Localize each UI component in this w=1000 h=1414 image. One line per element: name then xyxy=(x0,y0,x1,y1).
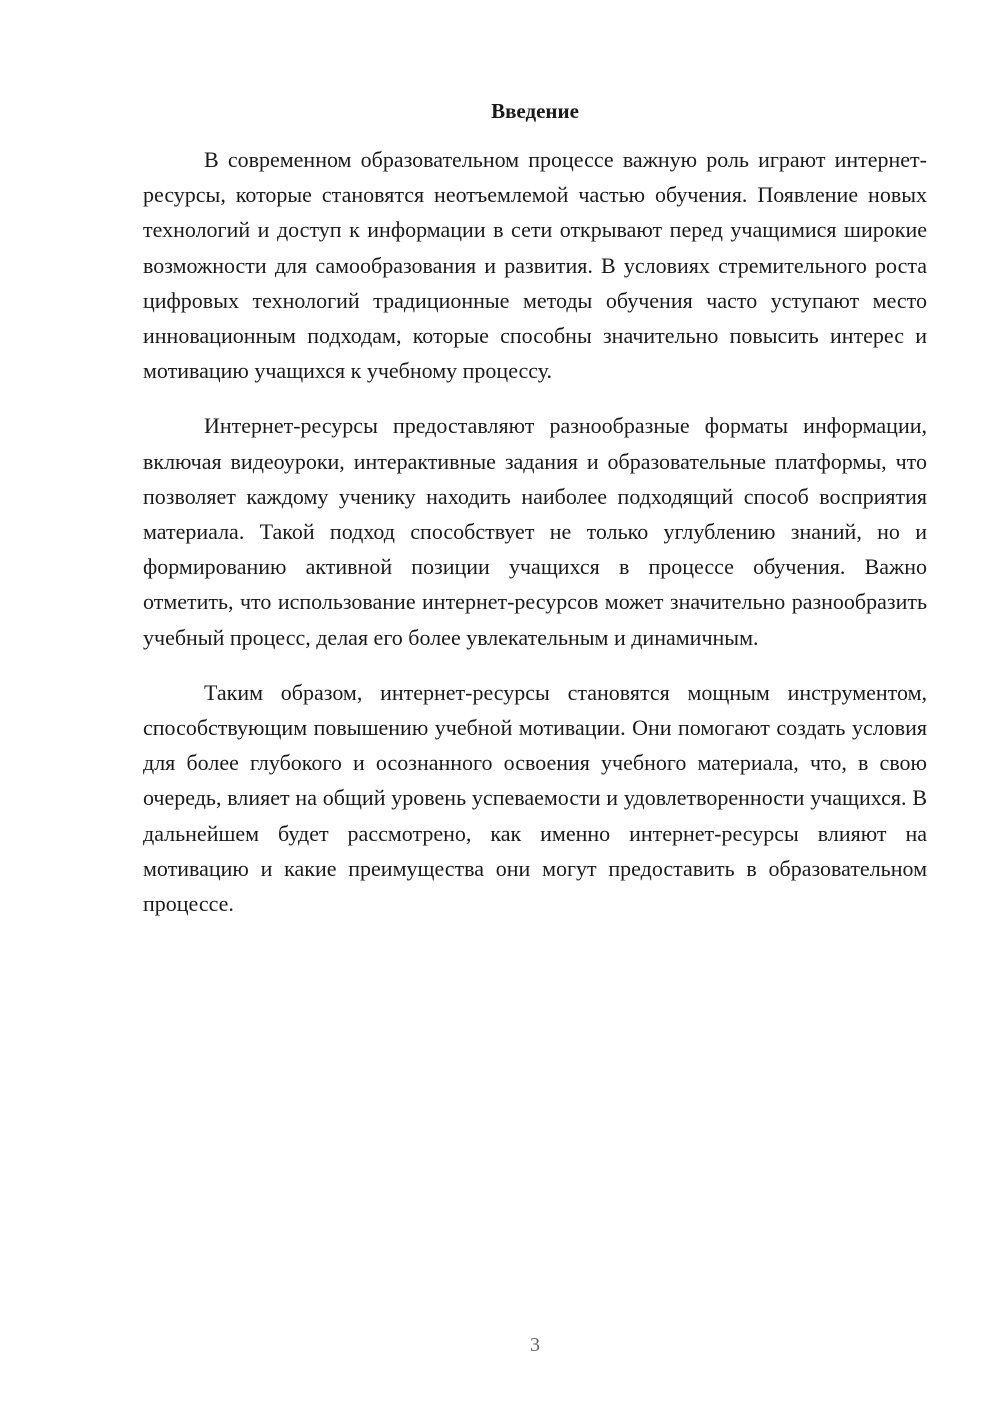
section-heading: Введение xyxy=(491,99,579,123)
paragraph-2: Интернет-ресурсы предоставляют разнообразные форматы информации, включая видеоуроки, интерактивные задания и образовательные платформы, что позволяет каждому ученику находить наиболее подходящий способ восприятия материала. Такой подход способствует не только углублению знаний, но и формированию активной позиции учащихся в процессе обучения. Важно отметить, что использование интернет-ресурсов может значительно разнообразить учебный процесс, делая его более увлекательным и динамичным. xyxy=(143,413,927,650)
paragraph-3: Таким образом, интернет-ресурсы становятся мощным инструментом, способствующим повышению учебной мотивации. Они помогают создать условия для более глубокого и осознанного освоения учебного материала, что, в свою очередь, влияет на общий уровень успеваемости и удовлетворенности учащихся. В дальнейшем будет рассмотрено, как именно интернет-ресурсы влияют на мотивацию и какие преимущества они могут предоставить в образовательном процессе. xyxy=(143,679,927,917)
body-text xyxy=(143,142,927,941)
page-number: 3 xyxy=(530,1334,540,1356)
paragraph-1: В современном образовательном процессе важную роль играют интернет-ресурсы, которые становятся неотъемлемой частью обучения. Появление новых технологий и доступ к информации в сети открывают перед учащимися широкие возможности для самообразования и развития. В условиях стремительного роста цифровых технологий традиционные методы обучения часто уступают место инновационным подходам, которые способны значительно повысить интерес и мотивацию учащихся к учебному процессу. xyxy=(143,147,927,384)
